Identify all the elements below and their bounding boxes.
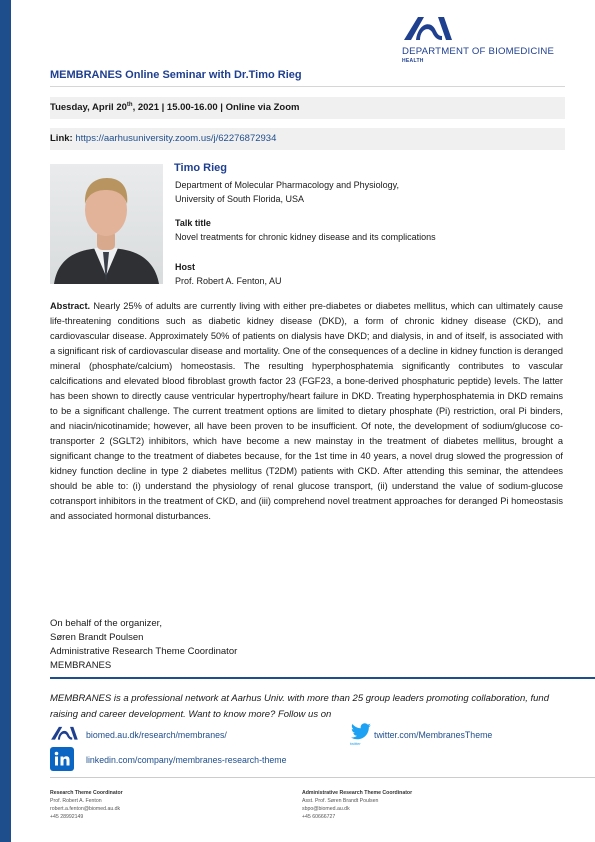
coordinator-1-phone: +45 28992149: [50, 814, 84, 820]
speaker-affiliation: [175, 178, 399, 206]
host-label: Host: [175, 262, 195, 272]
abstract: [50, 299, 563, 524]
affiliation-line-2: University of South Florida, USA: [175, 194, 305, 204]
date-time-location: , 2021 | 15.00-16.00 | Online via Zoom: [132, 102, 300, 114]
signoff-line-1: On behalf of the organizer,: [50, 618, 162, 629]
linkedin-link[interactable]: linkedin.com/company/membranes-research-theme: [86, 755, 287, 765]
date-prefix: Tuesday, April 20: [50, 102, 127, 114]
host-block: [175, 260, 282, 288]
website-link[interactable]: biomed.au.dk/research/membranes/: [86, 730, 227, 740]
coordinator-1-email[interactable]: robert.a.fenton@biomed.au.dk: [50, 806, 121, 812]
title-divider: [50, 86, 565, 87]
linkedin-icon: [50, 747, 74, 771]
date-suffix-ordinal: th: [126, 102, 133, 108]
department-subunit: HEALTH: [402, 58, 424, 64]
coordinator-2-phone: +45 60666727: [302, 814, 336, 820]
zoom-link[interactable]: https://aarhusuniversity.zoom.us/j/62276872934: [75, 133, 277, 144]
abstract-text: Nearly 25% of adults are currently living with either pre-diabetes or diabetes mellitus, which can ultimately cause life-threatening conditions such as diabetic kidney disease (DKD), a form of chronic kidney disease (CKD), and cardiovascular disease. Approximately 50% of patients on dialysis have DKD; and dialysis, in and of itself, is associated with a significant risk of cardiovascular disease and mortality. One of the consequences of a decline in kidney function is deranged mineral (phosphate/calcium) homeostasis. The resulting hyperphosphatemia significantly contributes to vascular calcifications and elevated blood fibroblast growth factor 23 (FGF23, a bone-derived phosphaturic peptide) levels. The latter has been shown to directly cause ventricular hypertrophy/heart failure in DKD. Treating hyperphosphatemia in DKD remains to be a significant challenge. The current treatment options are limited to dietary phosphate (Pi) restriction, oral Pi binders, and niacin/nicotinamide; however, all have been proven to be insufficient. Of note, the development of sodium/glucose co-transporter 2 (SGLT2) inhibitors, which have become a new mainstay in the treatment of diabetes mellitus, brought a significant change to the treatment of diabetes because, for the 1st time in 40 years, a novel drug slowed the progression of kidney function decline in type 2 diabetes mellitus (T2DM) patients with CKD. After attending this seminar, the attendees should be able to: (i) understand the physiology of renal glucose transport, (ii) understand the value of sodium-glucose cotransport inhibitors in the treatment of CKD, and (iii) comprehend novel treatment approaches for deranged Pi homeostasis and associated hormonal disturbances.: [50, 301, 563, 521]
admin-coordinator-contact: [302, 789, 412, 821]
au-logo-icon: [402, 14, 456, 42]
signoff-role: Administrative Research Theme Coordinator: [50, 646, 238, 657]
research-coordinator-contact: [50, 789, 123, 821]
department-name: DEPARTMENT OF BIOMEDICINE: [402, 46, 555, 57]
abstract-lead: Abstract.: [50, 301, 91, 311]
seminar-date: [50, 102, 299, 113]
footer-top-rule: [50, 677, 595, 679]
coordinator-1-heading: Research Theme Coordinator: [50, 790, 123, 796]
au-small-logo-icon: [50, 724, 80, 742]
zoom-link-label: Link:: [50, 133, 73, 144]
talk-title-block: [175, 216, 436, 244]
footer-bottom-rule: [50, 777, 595, 778]
host-name: Prof. Robert A. Fenton, AU: [175, 276, 282, 286]
twitter-icon: [350, 723, 372, 741]
signoff-name: Søren Brandt Poulsen: [50, 632, 144, 643]
speaker-photo: [50, 164, 163, 284]
signoff-organization: MEMBRANES: [50, 660, 112, 671]
network-promo: MEMBRANES is a professional network at Aarhus Univ. with more than 25 group leaders promoting collaboration, fund raising and career development. Want to know more? Follow us on: [50, 693, 549, 720]
zoom-link-row: [50, 133, 276, 144]
speaker-name: Timo Rieg: [174, 162, 227, 174]
coordinator-1-name: Prof. Robert A. Fenton: [50, 798, 102, 804]
left-accent-bar: [0, 0, 11, 842]
coordinator-2-heading: Administrative Research Theme Coordinator: [302, 790, 413, 796]
affiliation-line-1: Department of Molecular Pharmacology and Physiology,: [175, 180, 399, 190]
twitter-link[interactable]: twitter.com/MembranesTheme: [374, 730, 493, 740]
page-title: MEMBRANES Online Seminar with Dr.Timo Rieg: [50, 69, 302, 81]
coordinator-2-email[interactable]: sbpo@biomed.au.dk: [302, 806, 350, 812]
twitter-caption: twitter: [350, 741, 361, 746]
talk-title: Novel treatments for chronic kidney disease and its complications: [175, 232, 436, 242]
talk-title-label: Talk title: [175, 218, 211, 228]
signoff: [50, 617, 237, 673]
coordinator-2-name: Asst. Prof. Søren Brandt Poulsen: [302, 798, 379, 804]
